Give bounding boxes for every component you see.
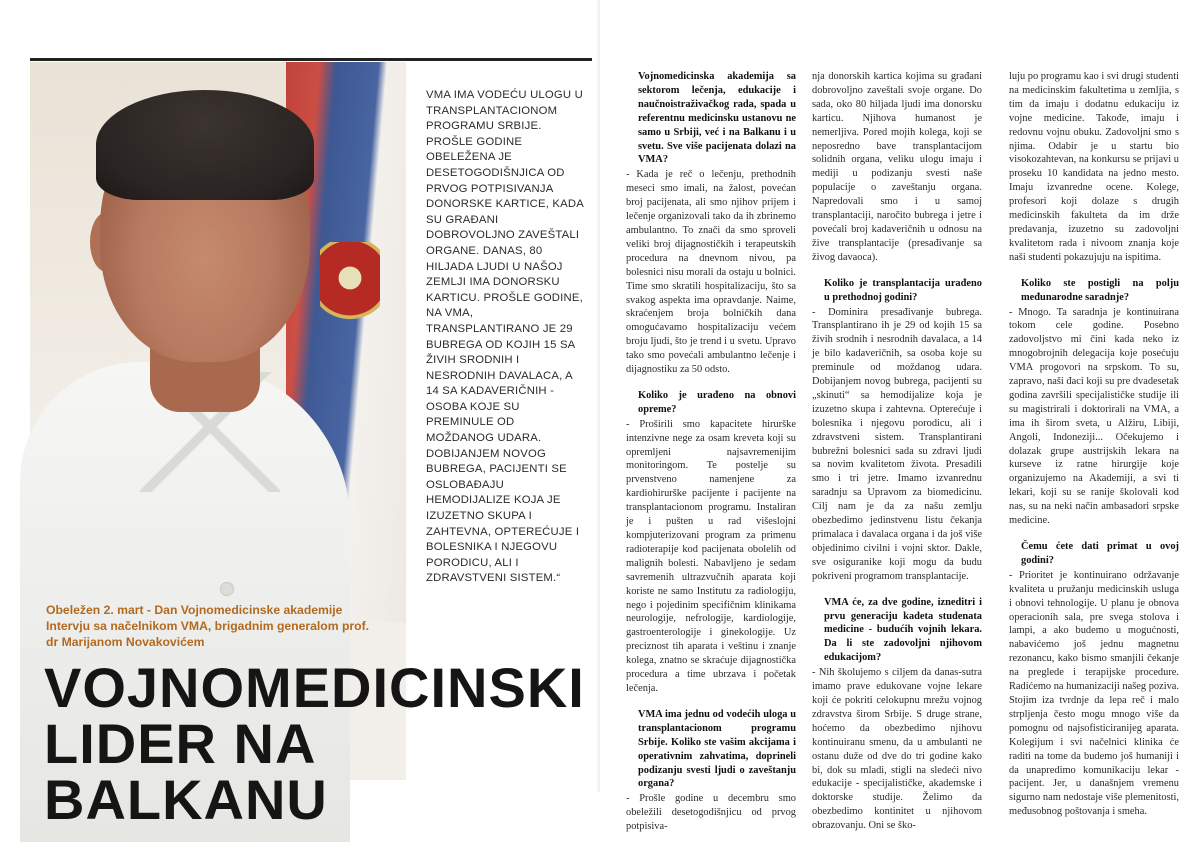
top-rule — [30, 58, 592, 61]
question: Koliko je transplantacija urađeno u prethodnoj godini? — [824, 277, 982, 303]
text-column-2 — [812, 70, 982, 833]
left-page — [0, 0, 600, 831]
lead-paragraph: VMA IMA VODEĆU ULOGU U TRANSPLANTACIONOM PROGRAMU SRBIJE. PROŠLE GODINE OBELEŽENA JE DESETOGODIŠNJICA OD PRVOG POTPISIVANJA DONORSKE KARTICE, KADA SU GRAĐANI DOBROVOLJNO ZAVEŠTALI ORGANE. DANAS, 80 HILJADA LJUDI U NAŠOJ ZEMLJI IMA DONORSKU KARTICU. PROŠLE GODINE, NA VMA, TRANSPLANTIRANO JE 29 BUBREGA OD KOJIH 15 SA ŽIVIH SRODNIH I NESRODNIH DAVALACA, A 14 SA KADAVERIČNIH - OSOBA KOJE SU PREMINULE OD MOŽDANOG UDARA. DOBIJANJEM NOVOG BUBREGA, PACIJENTI SE OSLOBAĐAJU HEMODIJALIZE KOJA JE IZUZETNO SKUPA I ZAHTEVNA, OPTEREĆUJE I BOLESNIKA I NJEGOVU PORODICU, ALI I ZDRAVSTVENI SISTEM.“ — [426, 89, 584, 585]
article-title — [44, 656, 604, 831]
answer: luju po programu kao i svi drugi studenti na medicinskim fakultetima u zemljia, s tim da imaju i dodatnu edukaciju iz vojne medicine. Takođe, imaju i redovnu vojnu obuku. Zadovoljni smo s njima. Odabir je u startu bio visokozahtevan, na konkursu se prijavi u proseku 10 kandidata na jedno mesto. Imaju izvanredne ocene. Kolege, profesori koji dolaze s drugih medicinskih fakulteta da im drže predavanja, izuzetno su zadovoljni kvalitetom rada i nivoom znanja koje naši studenti pokazujuju na ispitima. — [1009, 71, 1179, 263]
question: VMA će, za dve godine, izneditri i prvu generaciju kadeta studenata medicine - budućih vojnih lekara. Da li ste zadovoljni njihovom edukacijom? — [824, 596, 982, 664]
question: Čemu ćete dati primat u ovoj godini? — [1021, 541, 1179, 566]
text-column-3 — [1009, 70, 1179, 819]
question: Koliko ste postigli na polju međunarodne saradnje? — [1021, 277, 1179, 303]
answer: - Prošle godine u decembru smo obeležili desetogodišnjicu od prvog potpisiva- — [626, 793, 796, 833]
answer: - Dominira presađivanje bubrega. Transplantirano ih je 29 od kojih 15 sa živih srodnih i nesrodnih davalaca, a 14 je bilo kadaveričnih, sa osoba koje su preminule od moždanog udara. Dobijanjem novog bubrega, pacijenti su „skinuti“ sa hemodijalize koja je izuzetno skupa i zahtevna. Opterećuje i bolesnika i njegovu porodicu, ali i zdravstveni sistem. Transplantirani bubrežni bolesnici sada su zdravi ljudi sa novim kvalitetom života. Presadili smo i tri jetre. Imamo izvanrednu saradnju sa Upravom za biomedicinu. Cilj nam je da za našu zemlju obezbedimo jedinstvenu listu čekanja primalaca i davalaca organa i da još više objedinimo civilni i vojni sktor. Dakle, sve osiguranike koji mogu da budu pokriveni programom transplantacije. — [812, 306, 982, 582]
answer: - Nih školujemo s ciljem da danas-sutra imamo prave edukovane vojne lekare koji će pokriti celokupnu mrežu vojnog zdravstva širom Srbije. S druge strane, hoćemo da obezbedimo njihovu kontinuiranu smenu, da u ambulanti ne ostanu duže od dve do tri godine kako bi, dok su mladi, stigli na sledeći nivo edukacije - specijalističke, akademske i doktorske studije. Želimo da obezbedimo kontinitet u njihovom obrazovanju. Oni se ško- — [812, 667, 982, 832]
answer: - Prioritet je kontinuirano održavanje kvaliteta u pružanju medicinskih usluga i obnovi tehnologije. U planu je obnova operacionih sala, pre svega stolova i lampi, a ako budemo u mogućnosti, nabavićemo još jednu magnetnu rezonancu, kako bismo smanjili čekanje na preglede i terapijske procedure. Radićemo na humanizaciji našeg poziva. Stojim iza tvrdnje da lepa reč i malo strpljenja često mogu mnogo više da pomognu od najsofisticiranijeg aparata. Kolegijum i svi načelnici klinika će raditi na tome da budemo još humaniji i da unapredimo komunikaciju lekar - pacijent. Jer, u današnjem vremenu sigurno nam nedostaje više plemenitosti, međusobnog poštovanja i smeha. — [1009, 569, 1179, 818]
coat-button — [220, 582, 234, 596]
title-line-1: VOJNOMEDICINSKI — [44, 656, 585, 719]
answer: - Mnogo. Ta saradnja je kontinuirana tokom cele godine. Posebno zadovoljstvo mi čini kada neko iz mnogobrojnih delegacija koje posećuju VMA progovori na srpskom. To su, zapravo, naši đaci koji su pre dvadesetak godina završili specijalističke studije ili su magistrirali i doktorirali na VMA, a ima ih širom sveta, u Alžiru, Libiji, Angoli, Indoneziji... Očekujemo i dolazak grupe austrijskih lekara na kurseve iz ratne hirurgije koje organizujemo na Akademiji, a svi ti lekari, koji su se ranije školovali kod nas, su na neki način ambasadori srpske medicine. — [1009, 306, 1179, 527]
answer: nja donorskih kartica kojima su građani dobrovoljno zaveštali svoje organe. Do sada, oko 80 hiljada ljudi ima donorsku karticu. Njihova humanost je nemerljiva. Pored mojih kolega, koji se neposredno bave transplantacijom solidnih organa, veliku ulogu imaju i mediji u podizanju svesti naše populacije o zaveštanju organa. Napredovali smo i u samoj transplantaciji, naročito bubrega i jetre i povećali broj kadaveričnih u odnosu na žive transplantacije (presađivanje sa živog davaoca). — [812, 71, 982, 263]
answer: - Kada je reč o lečenju, prethodnih meseci smo imali, na žalost, povećan broj pacijenata, ali smo njihov prijem i lečenje organizovali tako da ih zbrinemo ambulantno. To znači da smo sproveli veliki broj dijagnostičkih i terapeutskih procedura na dnevnom nivou, pa bolesnici nisu morali da ostaju u bolnici. Time smo skratili hospitalizaciju, što sa svakog aspekta ima opravdanje. Naime, skraćenjem broja bolničkih dana omogućavamo hospitalizaciju većem broju ljudi, što je trend i u svetu. Upravo tako smo povećali ambulantno lečenje i dijagnostiku za 50 odsto. — [626, 169, 796, 376]
question: Koliko je urađeno na obnovi opreme? — [638, 389, 796, 415]
text-column-1 — [626, 70, 796, 834]
title-line-2: LIDER NA BALKANU — [44, 712, 328, 831]
hair — [96, 90, 314, 200]
answer: - Proširili smo kapacitete hirurške intenzivne nege za osam kreveta koji su opremljeni najsavremenijim monitoringom. Te postelje su prvenstveno namenjene za kardiohirurške pacijente i pacijente na transplantacionom programu. Instaliran je i pušten u rad višeslojni kompjuterizovani program za primenu radioterapije kod pacijenata obolelih od malignih bolesti. Nabavljeno je sedam savremenih ultrazvučnih aparata koji koriste ne samo Institutu za radiologiju, nego i pojedinim specifičnim klinikama neurologije, nefrologije, kardiologije, gastroenterologije i ginekologije. Uz preciznost tih aparata i veštinu i znanje kolega, znatno se skraćuje dijagnostička procedura a time ubrzava i početak lečenja. — [626, 418, 796, 694]
question: Vojnomedicinska akademija sa sektorom lečenja, edukacije i naučnoistraživačkog rada, spada u referentnu medicinsku ustanovu ne samo u Srbiji, već i na Balkanu i u svetu. Sve više pacijenata dolazi na VMA? — [638, 71, 796, 166]
photo-caption: Obeležen 2. mart - Dan Vojnomedicinske akademije Intervju sa načelnikom VMA, brigadnim generalom prof. dr Marijanom Novakovićem — [46, 603, 370, 649]
question: VMA ima jednu od vodećih uloga u transplantacionom programu Srbije. Koliko ste vašim akcijama i operativnim zahvatima, doprineli podizanju svesti ljudi o zaveštanju organa? — [638, 708, 796, 790]
flag-emblem — [320, 242, 380, 332]
